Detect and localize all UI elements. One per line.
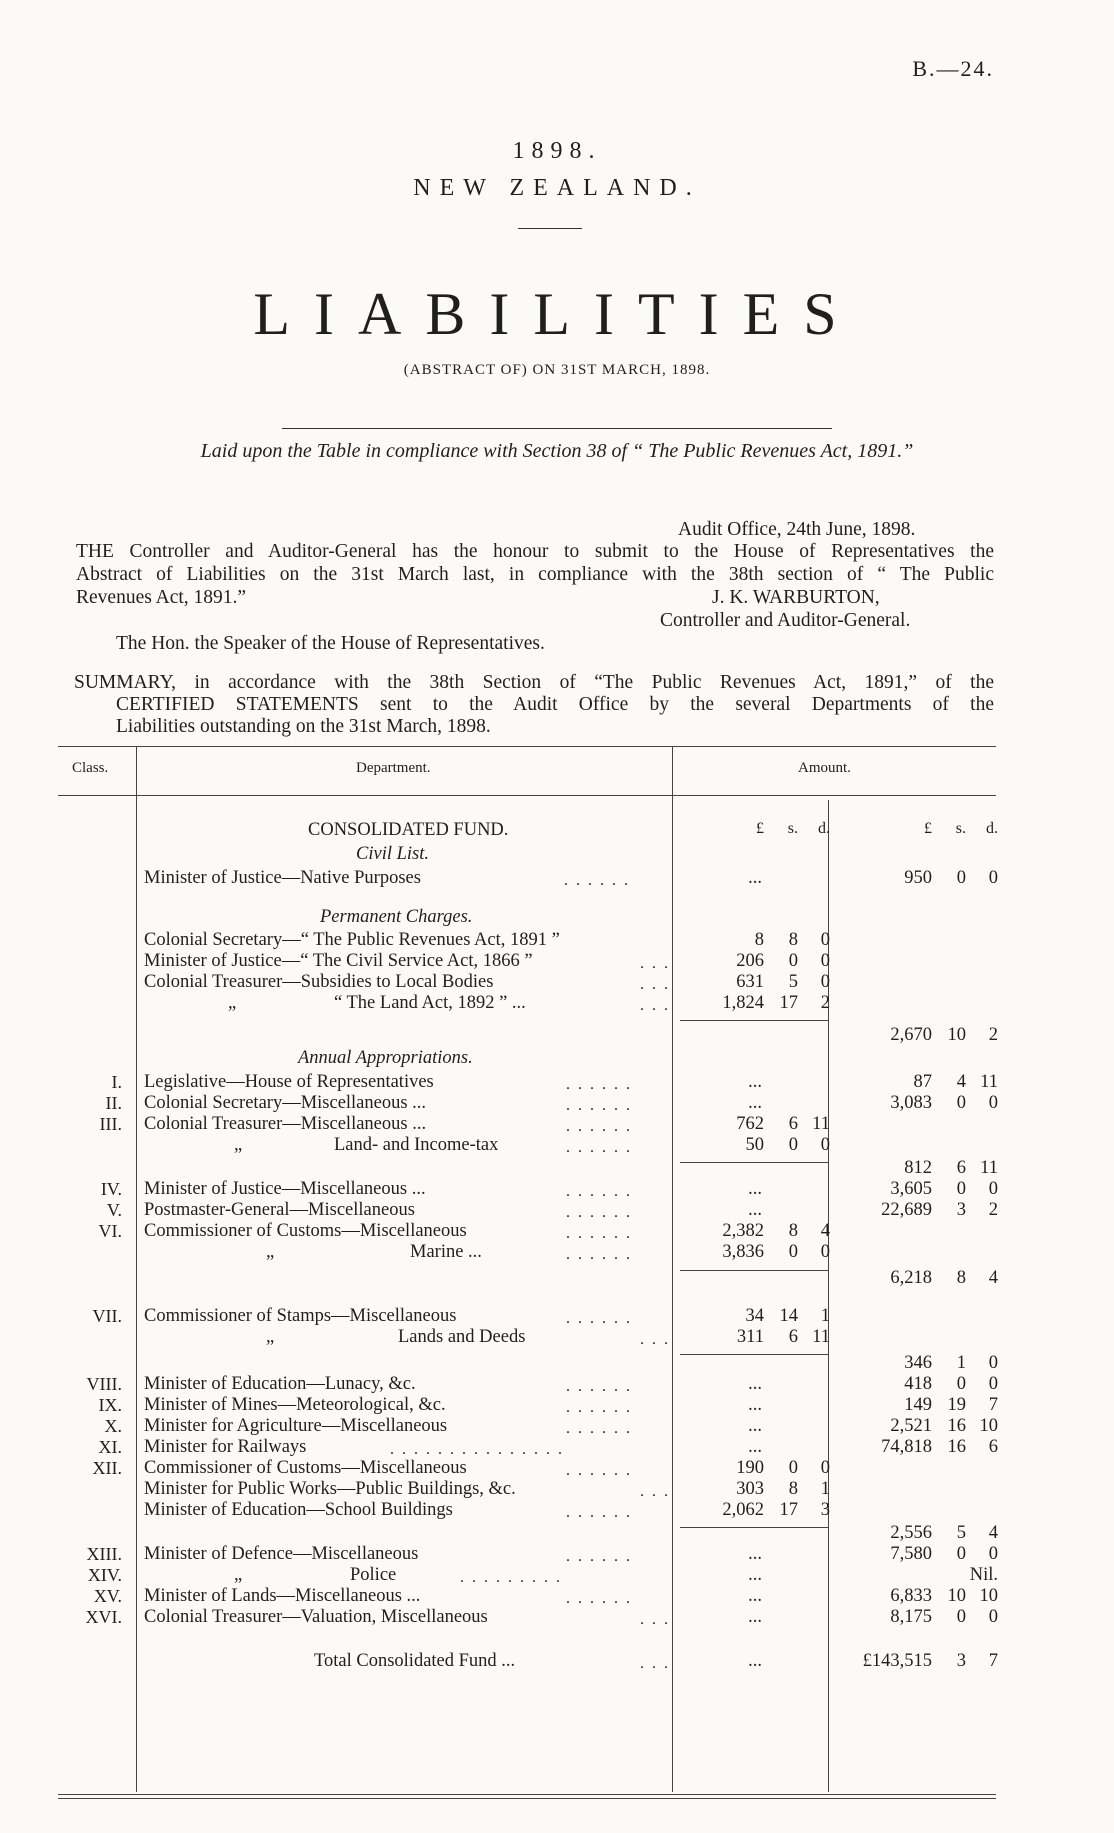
row-total: 2,556 5 4 <box>890 1523 998 1543</box>
subtotal-rule <box>680 1270 828 1271</box>
subtotal-rule <box>680 1020 828 1021</box>
currency-header: £ s. d. <box>924 820 998 837</box>
signatory-title: Controller and Auditor-General. <box>660 610 911 631</box>
leader-dots: ...... <box>566 1548 638 1565</box>
row-total: 2,521 16 10 <box>890 1416 998 1436</box>
class-number: VIII. <box>86 1374 122 1394</box>
table-top-rule <box>58 746 996 747</box>
ditto-mark: „ <box>228 993 237 1013</box>
table-row-label: Minister of Education—School Buildings <box>144 1500 453 1520</box>
grand-total-label: Total Consolidated Fund ... <box>314 1651 516 1671</box>
leader-dots: ...... <box>566 1225 638 1242</box>
table-row-label: Colonial Treasurer—Valuation, Miscellaneous <box>144 1607 488 1627</box>
subtotal-rule <box>680 1162 828 1163</box>
table-row-label: Commissioner of Stamps—Miscellaneous <box>144 1306 457 1326</box>
class-number: XVI. <box>85 1607 122 1627</box>
dash-placeholder: ... <box>748 1416 762 1436</box>
row-total: 950 0 0 <box>904 868 998 888</box>
ditto-mark: „ <box>266 1242 275 1262</box>
section-title: CONSOLIDATED FUND. <box>308 820 509 840</box>
dash-placeholder: ... <box>748 1586 762 1606</box>
table-bottom-rule <box>58 1798 996 1799</box>
letter-line: Revenues Act, 1891.” <box>76 587 247 608</box>
currency-header: £ s. d. <box>756 820 830 837</box>
table-row-label: Colonial Treasurer—Miscellaneous ... <box>144 1114 427 1134</box>
leader-dots: ............... <box>390 1441 570 1458</box>
leader-dots: ... <box>640 976 676 993</box>
leader-dots: ......... <box>460 1569 568 1586</box>
subtotal-rule <box>680 1354 828 1355</box>
leader-dots: ...... <box>566 1204 638 1221</box>
table-row-label: Minister of Mines—Meteorological, &c. <box>144 1395 446 1415</box>
row-total: 346 1 0 <box>904 1353 998 1373</box>
leader-dots: ...... <box>564 872 636 889</box>
table-row-label: Minister of Defence—Miscellaneous <box>144 1544 419 1564</box>
summary-line: Liabilities outstanding on the 31st March, 1898. <box>116 716 491 737</box>
dash-placeholder: ... <box>748 1374 762 1394</box>
leader-dots: ...... <box>566 1590 638 1607</box>
dash-placeholder: ... <box>748 1607 762 1627</box>
table-row-label: Land- and Income-tax <box>334 1135 499 1155</box>
leader-dots: ...... <box>566 1462 638 1479</box>
table-row-label: Legislative—House of Representatives <box>144 1072 434 1092</box>
amount-column-rule <box>672 746 673 1792</box>
row-total: 8,175 0 0 <box>890 1607 998 1627</box>
page-subtitle: (ABSTRACT OF) ON 31ST MARCH, 1898. <box>403 362 711 378</box>
row-total: 3,605 0 0 <box>890 1179 998 1199</box>
table-bottom-rule <box>58 1794 996 1795</box>
table-row-label: “ The Land Act, 1892 ” ... <box>334 993 526 1013</box>
leader-dots: ...... <box>566 1097 638 1114</box>
row-amount: 8 8 0 <box>754 930 830 950</box>
row-amount: 631 5 0 <box>736 972 830 992</box>
subhead-annual-appropriations: Annual Appropriations. <box>298 1048 473 1068</box>
dash-placeholder: ... <box>748 1395 762 1415</box>
table-row-label: Postmaster-General—Miscellaneous <box>144 1200 415 1220</box>
table-row-label: Minister of Justice—Native Purposes <box>144 868 421 888</box>
table-row-label: Minister for Public Works—Public Buildings, &c. <box>144 1479 516 1499</box>
leader-dots: ...... <box>566 1420 638 1437</box>
dash-placeholder: ... <box>748 1072 762 1092</box>
class-number: IV. <box>100 1179 122 1199</box>
ditto-mark: „ <box>266 1327 275 1347</box>
row-total: 418 0 0 <box>904 1374 998 1394</box>
row-amount: 303 8 1 <box>736 1479 830 1499</box>
divider <box>282 428 832 429</box>
table-row-label: Minister for Railways <box>144 1437 307 1457</box>
laid-notice: Laid upon the Table in compliance with Section 38 of “ The Public Revenues Act, 1891.” <box>200 440 914 462</box>
dash-placeholder: ... <box>748 1544 762 1564</box>
header-department: Department. <box>356 760 431 776</box>
table-row-label: Commissioner of Customs—Miscellaneous <box>144 1458 467 1478</box>
addressee: The Hon. the Speaker of the House of Representatives. <box>116 633 545 654</box>
dash-placeholder: ... <box>748 1651 762 1671</box>
table-row-label: Commissioner of Customs—Miscellaneous <box>144 1221 467 1241</box>
row-amount: 34 14 1 <box>745 1306 830 1326</box>
dash-placeholder: ... <box>748 1565 762 1585</box>
table-row-label: Police <box>350 1565 397 1585</box>
country-heading: NEW ZEALAND. <box>413 175 701 201</box>
leader-dots: ... <box>640 1655 676 1672</box>
row-amount: 311 6 11 <box>736 1327 830 1347</box>
class-number: XIII. <box>86 1544 122 1564</box>
leader-dots: ... <box>640 1483 676 1500</box>
leader-dots: ...... <box>566 1246 638 1263</box>
row-total: 812 6 11 <box>904 1158 998 1178</box>
row-total: 22,689 3 2 <box>881 1200 998 1220</box>
letter-line: THE Controller and Auditor-General has the honour to submit to the House of Representatives the <box>76 541 994 562</box>
ditto-mark: „ <box>234 1135 243 1155</box>
page-title: LIABILITIES <box>253 281 861 347</box>
leader-dots: ... <box>640 1331 676 1348</box>
row-total: 7,580 0 0 <box>890 1544 998 1564</box>
summary-line: CERTIFIED STATEMENTS sent to the Audit Office by the several Departments of the <box>116 694 994 715</box>
table-row-label: Lands and Deeds <box>398 1327 526 1347</box>
page-reference: B.—24. <box>912 56 994 81</box>
table-row-label: Colonial Secretary—“ The Public Revenues Act, 1891 ” <box>144 930 560 950</box>
table-header-rule <box>58 795 996 796</box>
leader-dots: ... <box>640 1611 676 1628</box>
leader-dots: ...... <box>566 1118 638 1135</box>
signatory-name: J. K. WARBURTON, <box>712 587 880 608</box>
table-row-label: Colonial Treasurer—Subsidies to Local Bodies <box>144 972 494 992</box>
class-number: VII. <box>92 1306 122 1326</box>
grand-total: £143,515 3 7 <box>862 1651 998 1671</box>
table-row-label: Minister of Justice—Miscellaneous ... <box>144 1179 426 1199</box>
leader-dots: ...... <box>566 1399 638 1416</box>
row-total: 6,218 8 4 <box>890 1268 998 1288</box>
class-number: XII. <box>92 1458 122 1478</box>
leader-dots: ...... <box>566 1139 638 1156</box>
summary-line: SUMMARY, in accordance with the 38th Section of “The Public Revenues Act, 1891,” of the <box>74 672 994 693</box>
class-number: XIV. <box>87 1565 122 1585</box>
header-class: Class. <box>72 760 109 776</box>
leader-dots: ...... <box>566 1310 638 1327</box>
letter-line: Abstract of Liabilities on the 31st March last, in compliance with the 38th section of “ The Public <box>76 564 994 585</box>
row-amount: 206 0 0 <box>736 951 830 971</box>
row-total: 3,083 0 0 <box>890 1093 998 1113</box>
class-number: XV. <box>93 1586 122 1606</box>
dash-placeholder: ... <box>748 1200 762 1220</box>
class-number: IX. <box>98 1395 122 1415</box>
row-total: 87 4 11 <box>913 1072 998 1092</box>
table-row-label: Colonial Secretary—Miscellaneous ... <box>144 1093 427 1113</box>
class-number: VI. <box>98 1221 122 1241</box>
leader-dots: ...... <box>566 1378 638 1395</box>
dash-placeholder: ... <box>748 1437 762 1457</box>
table-row-label: Minister of Education—Lunacy, &c. <box>144 1374 416 1394</box>
header-amount: Amount. <box>798 760 851 776</box>
office-date: Audit Office, 24th June, 1898. <box>678 519 916 540</box>
row-amount: 762 6 11 <box>736 1114 830 1134</box>
table-row-label: Marine ... <box>410 1242 482 1262</box>
divider <box>518 228 582 229</box>
row-total: 2,670 10 2 <box>890 1025 998 1045</box>
class-number: I. <box>111 1072 122 1092</box>
row-total: Nil. <box>969 1565 998 1585</box>
row-amount: 2,062 17 3 <box>722 1500 830 1520</box>
class-number: XI. <box>98 1437 122 1457</box>
row-total: 6,833 10 10 <box>890 1586 998 1606</box>
table-row-label: Minister of Lands—Miscellaneous ... <box>144 1586 421 1606</box>
subhead-civil-list: Civil List. <box>356 844 429 864</box>
class-number: III. <box>99 1114 122 1134</box>
leader-dots: ...... <box>566 1504 638 1521</box>
dash-placeholder: ... <box>748 868 762 888</box>
subhead-permanent-charges: Permanent Charges. <box>320 907 473 927</box>
class-column-rule <box>136 746 137 1792</box>
class-number: II. <box>105 1093 122 1113</box>
dash-placeholder: ... <box>748 1179 762 1199</box>
table-row-label: Minister of Justice—“ The Civil Service Act, 1866 ” <box>144 951 533 971</box>
leader-dots: ... <box>640 955 676 972</box>
row-amount: 190 0 0 <box>736 1458 830 1478</box>
row-total: 149 19 7 <box>904 1395 998 1415</box>
row-total: 74,818 16 6 <box>881 1437 998 1457</box>
row-amount: 50 0 0 <box>745 1135 830 1155</box>
leader-dots: ...... <box>566 1183 638 1200</box>
dash-placeholder: ... <box>748 1093 762 1113</box>
subtotal-rule <box>680 1527 828 1528</box>
class-number: V. <box>106 1200 122 1220</box>
class-number: X. <box>104 1416 122 1436</box>
leader-dots: ... <box>640 997 676 1014</box>
row-amount: 1,824 17 2 <box>722 993 830 1013</box>
leader-dots: ...... <box>566 1076 638 1093</box>
row-amount: 3,836 0 0 <box>722 1242 830 1262</box>
ditto-mark: „ <box>234 1565 243 1585</box>
row-amount: 2,382 8 4 <box>722 1221 830 1241</box>
table-row-label: Minister for Agriculture—Miscellaneous <box>144 1416 448 1436</box>
document-year: 1898. <box>512 138 602 164</box>
